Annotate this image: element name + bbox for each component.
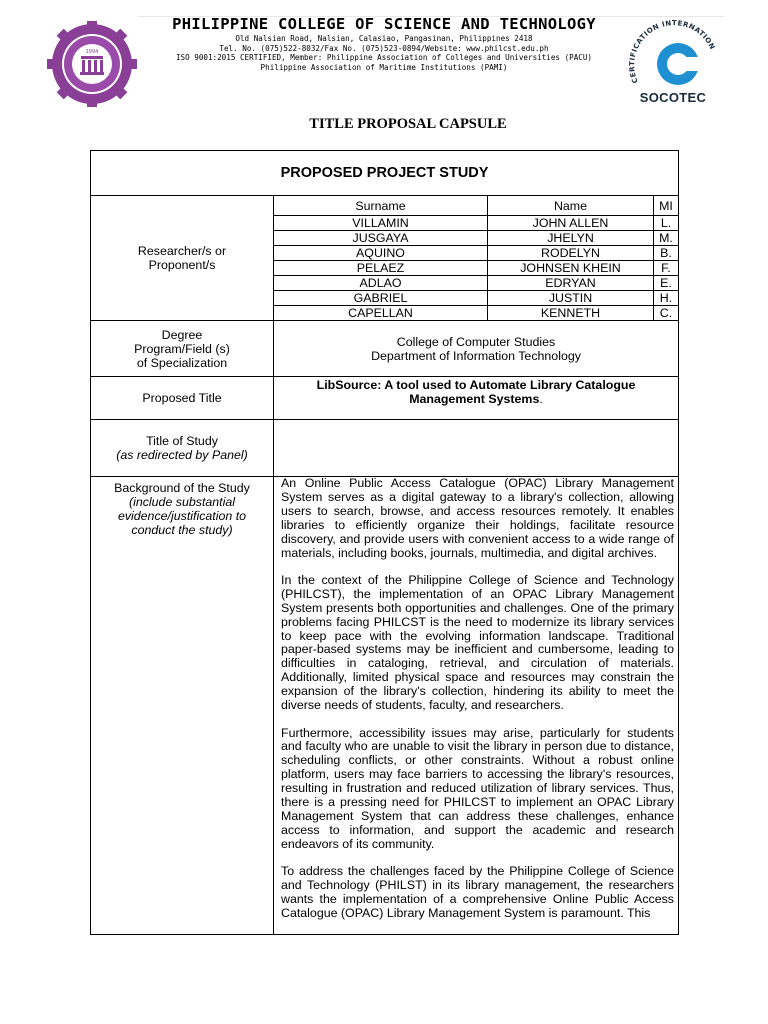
college-value: College of Computer Studies (396, 334, 556, 349)
background-heading: Background of the Study (114, 481, 250, 495)
researcher-surname: VILLAMIN (274, 216, 488, 231)
column-header-mi: MI (654, 196, 679, 216)
proposed-title-period: . (539, 392, 543, 406)
background-content (274, 477, 679, 935)
department-value: Department of Information Technology (371, 348, 581, 363)
researcher-name: JOHNSEN KHEIN (488, 261, 654, 276)
researcher-surname: CAPELLAN (274, 306, 488, 321)
researcher-name: JOHN ALLEN (488, 216, 654, 231)
researcher-name: JUSTIN (488, 291, 654, 306)
researcher-row (274, 261, 678, 276)
researcher-row (274, 231, 678, 246)
title-of-study-label (91, 420, 274, 477)
researchers-table (274, 196, 678, 320)
document-title: TITLE PROPOSAL CAPSULE (309, 116, 507, 132)
researcher-row (274, 276, 678, 291)
researcher-surname: GABRIEL (274, 291, 488, 306)
proposal-capsule-table (90, 150, 679, 935)
researcher-mi: F. (654, 261, 679, 276)
letterhead (140, 14, 628, 72)
researcher-mi: B. (654, 246, 679, 261)
researcher-surname: AQUINO (274, 246, 488, 261)
college-address: Old Nalsian Road, Nalsian, Calasiao, Pangasinan, Philippines 2418 (235, 34, 533, 43)
cert-arc-text: CERTIFICATION INTERNATION (628, 20, 717, 85)
table-heading: PROPOSED PROJECT STUDY (91, 151, 679, 196)
column-header-surname: Surname (274, 196, 488, 216)
researcher-mi: H. (654, 291, 679, 306)
proposed-title-value (274, 377, 679, 420)
college-certification: ISO 9001:2015 CERTIFIED, Member: Philippine Association of Colleges and Universities (PACU) (175, 53, 593, 63)
college-association: Philippine Association of Maritime Institutions (PAMI) (260, 62, 508, 72)
researcher-surname: JUSGAYA (274, 231, 488, 246)
background-label (91, 477, 274, 935)
degree-label-line: Program/Field (s) (134, 341, 230, 356)
background-paragraph: To address the challenges faced by the Philippine College of Science and Technology (PHILST) in its library management, the researchers wants the implementation of a comprehensive Online Public Access Catalogue (OPAC) Library Management System is paramount. This (281, 864, 674, 920)
background-paragraph: In the context of the Philippine College of Science and Technology (PHILCST), the implementation of an OPAC Library Management System presents both opportunities and challenges. One of the primary problems facing PHILCST is the need to modernize its library services to keep pace with the evolving information landscape. Traditional paper-based systems may be inefficient and cumbersome, leading to difficulties in cataloging, retrieval, and circulation of materials. Additionally, limited physical space and resources may constrain the expansion of the library's collection, hindering its ability to meet the diverse needs of students, faculty, and researchers. (281, 572, 674, 713)
degree-label-line: Degree (161, 327, 203, 342)
degree-value (274, 321, 679, 377)
title-of-study-value (274, 420, 679, 477)
seal-year-text: 1994 (85, 49, 99, 55)
college-contact: Tel. No. (075)522-8032/Fax No. (075)523-0894/Website: www.philcst.edu.ph (219, 43, 549, 53)
background-note: (include substantial evidence/justification to conduct the study) (117, 495, 247, 537)
proposed-title-label: Proposed Title (91, 377, 274, 420)
researcher-row (274, 216, 678, 231)
college-seal-logo (46, 21, 138, 107)
title-of-study-heading: Title of Study (146, 434, 218, 448)
researcher-row (274, 246, 678, 261)
researcher-row (274, 291, 678, 306)
researcher-name: EDRYAN (488, 276, 654, 291)
column-header-name: Name (488, 196, 654, 216)
researchers-cell (274, 196, 679, 321)
title-of-study-note: (as redirected by Panel) (116, 448, 248, 462)
degree-label (91, 321, 274, 377)
researchers-label: Researcher/s or Proponent/s (91, 196, 274, 321)
background-paragraph: An Online Public Access Catalogue (OPAC) Library Management System serves as a digital gateway to a library's collection, allowing users to search, browse, and access resources remotely. It enables libraries to efficiently organize their holdings, facilitate resource discovery, and provide users with convenient access to a wide range of materials, including books, journals, multimedia, and digital archives. (281, 476, 674, 560)
researcher-row (274, 306, 678, 321)
researcher-name: JHELYN (488, 231, 654, 246)
background-paragraph: Furthermore, accessibility issues may arise, particularly for students and faculty who are unable to visit the library in person due to distance, scheduling conflicts, or other constraints. Without a robust online platform, users may face barriers to accessing the library's resources, resulting in frustration and reduced utilization of library services. Thus, there is a pressing need for PHILCST to implement an OPAC Library Management System that can address these challenges, enhance access to information, and support the academic and research endeavors of its community. (281, 725, 674, 851)
researcher-mi: E. (654, 276, 679, 291)
college-name: PHILIPPINE COLLEGE OF SCIENCE AND TECHNOLOGY (172, 15, 596, 33)
proposed-title-text: LibSource: A tool used to Automate Library Catalogue Management Systems (316, 378, 636, 406)
researcher-surname: ADLAO (274, 276, 488, 291)
researcher-mi: C. (654, 306, 679, 321)
socotec-logo-text: SOCOTEC (639, 90, 707, 105)
researcher-name: KENNETH (488, 306, 654, 321)
degree-label-line: of Specialization (136, 355, 228, 370)
researcher-name: RODELYN (488, 246, 654, 261)
researcher-mi: M. (654, 231, 679, 246)
researcher-surname: PELAEZ (274, 261, 488, 276)
researcher-mi: L. (654, 216, 679, 231)
